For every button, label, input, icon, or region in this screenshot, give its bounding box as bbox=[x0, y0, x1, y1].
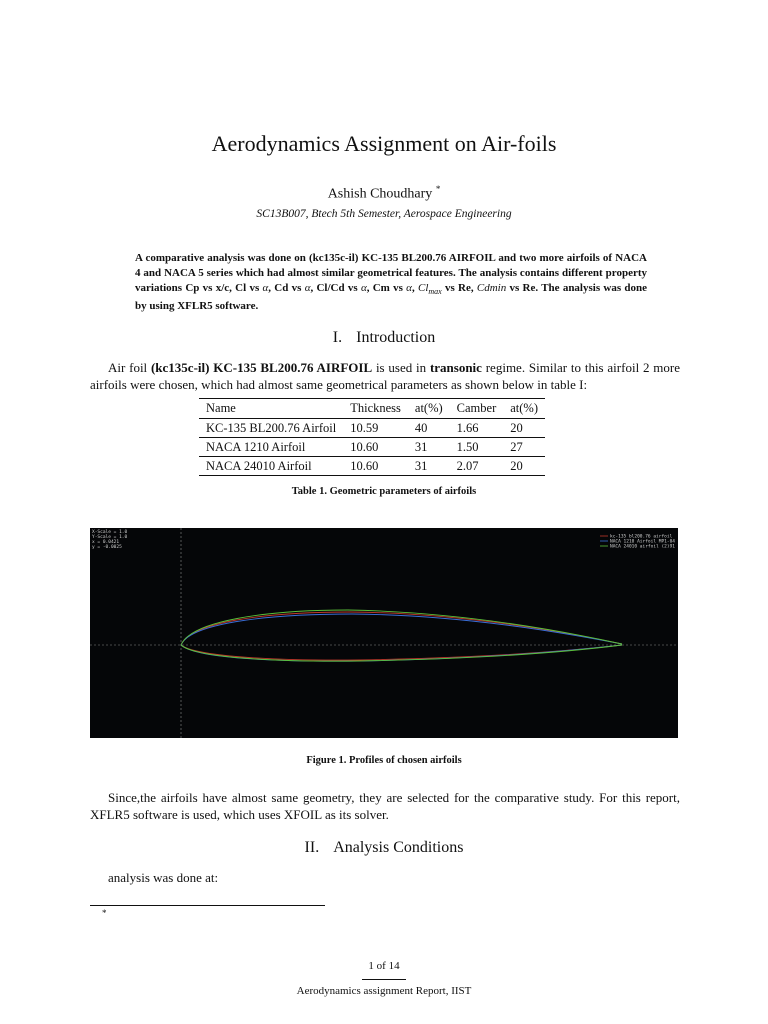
intro-bold-airfoil: (kc135c-il) KC-135 BL200.76 AIRFOIL bbox=[150, 360, 373, 375]
intro-bold-regime: transonic bbox=[429, 360, 482, 375]
page-number: 1 of 14 bbox=[368, 960, 400, 972]
table-header-cell: Camber bbox=[450, 399, 504, 419]
table-header-cell: at(%) bbox=[503, 399, 545, 419]
alpha-symbol: α bbox=[304, 282, 311, 294]
legend-entry: NACA 24010 airfoil (2)91 bbox=[610, 544, 676, 550]
section-number: I. bbox=[332, 329, 343, 346]
table-cell: 20 bbox=[503, 419, 545, 438]
abstract-text: , Cm vs bbox=[366, 282, 407, 294]
abstract-text: , Cd vs bbox=[268, 282, 305, 294]
table-header-row bbox=[199, 399, 545, 419]
table-cell: 10.60 bbox=[343, 438, 408, 457]
author-name: Ashish Choudhary bbox=[327, 186, 433, 202]
section-number: II. bbox=[304, 839, 320, 856]
section-title: Analysis Conditions bbox=[333, 839, 464, 856]
running-footer: Aerodynamics assignment Report, IIST bbox=[296, 985, 472, 997]
table-cell: NACA 1210 Airfoil bbox=[199, 438, 343, 457]
footnote-divider bbox=[90, 905, 325, 906]
table-cell: KC-135 BL200.76 Airfoil bbox=[199, 419, 343, 438]
legend-entry: NACA 1210 Airfoil MP1-04 bbox=[610, 539, 676, 545]
intro-text: regime. Similar to this airfoil 2 more airfoils were chosen, which had almost same geometrical parameters as shown below in table I: bbox=[90, 360, 680, 392]
analysis-text: analysis was done at: bbox=[108, 870, 219, 885]
table-header-cell: at(%) bbox=[408, 399, 450, 419]
table-cell: 31 bbox=[408, 438, 450, 457]
airfoil-lower-kc135 bbox=[181, 645, 622, 660]
section-heading-analysis-conditions bbox=[0, 839, 768, 857]
solver-paragraph bbox=[90, 789, 680, 823]
table-header-cell: Thickness bbox=[343, 399, 408, 419]
abstract-text: A comparative analysis was done on (kc135c-il) KC-135 BL200.76 AIRFOIL and two more airfoils of NACA 4 and NACA 5 series which had almost similar geometrical features. The analysis contains different property variations Cp vs x/c, Cl vs bbox=[135, 252, 647, 294]
table-cell: 1.50 bbox=[450, 438, 504, 457]
table-cell: 40 bbox=[408, 419, 450, 438]
table-row bbox=[199, 419, 545, 438]
table-cell: NACA 24010 Airfoil bbox=[199, 457, 343, 476]
page-number-divider bbox=[362, 979, 406, 980]
table-cell: 27 bbox=[503, 438, 545, 457]
table-cell: 10.59 bbox=[343, 419, 408, 438]
solver-text: Since,the airfoils have almost same geometry, they are selected for the comparative study. For this report, XFLR5 software is used, which uses XFOIL as its solver. bbox=[90, 790, 680, 822]
abstract bbox=[135, 251, 647, 314]
intro-text: Air foil bbox=[108, 360, 151, 375]
table-caption: Table 1. Geometric parameters of airfoils bbox=[291, 486, 477, 497]
alpha-symbol: α bbox=[406, 282, 412, 294]
abstract-text: , Cl/Cd vs bbox=[310, 282, 361, 294]
airfoil-plot-svg bbox=[90, 528, 678, 738]
plot-info-line: X-Scale = 1.0 bbox=[92, 530, 128, 535]
clmax-subscript: max bbox=[428, 287, 442, 297]
table-cell: 31 bbox=[408, 457, 450, 476]
table-header-cell: Name bbox=[199, 399, 343, 419]
table-row bbox=[199, 457, 545, 476]
plot-info-line: x = 0.0421 bbox=[92, 540, 120, 545]
table-cell: 1.66 bbox=[450, 419, 504, 438]
table-cell: 20 bbox=[503, 457, 545, 476]
figure-caption: Figure 1. Profiles of chosen airfoils bbox=[306, 755, 462, 766]
author-footnote-mark: * bbox=[435, 184, 441, 194]
alpha-symbol: α bbox=[360, 282, 367, 294]
section-title: Introduction bbox=[356, 329, 436, 346]
table-cell: 10.60 bbox=[343, 457, 408, 476]
footnote-mark: * bbox=[102, 908, 107, 918]
author-line bbox=[0, 184, 768, 203]
clmax-symbol: Cl bbox=[417, 282, 429, 294]
abstract-text: vs Re. The analysis was done by using XFLR5 software. bbox=[135, 282, 647, 313]
geometry-table bbox=[199, 398, 545, 476]
plot-info-line: Y-Scale = 1.0 bbox=[92, 535, 128, 540]
alpha-symbol: α bbox=[262, 282, 269, 294]
legend-entry: kc-135 bl200.76 airfoil bbox=[610, 534, 673, 540]
abstract-text: , bbox=[411, 282, 418, 294]
paper-title: Aerodynamics Assignment on Air-foils bbox=[211, 131, 557, 156]
intro-text: is used in bbox=[372, 360, 430, 375]
intro-paragraph bbox=[90, 359, 680, 393]
table-cell: 2.07 bbox=[450, 457, 504, 476]
plot-info-line: y = -0.0025 bbox=[92, 545, 122, 550]
analysis-paragraph bbox=[90, 869, 680, 886]
cdmin-symbol: Cdmin bbox=[476, 282, 507, 294]
affiliation: SC13B007, Btech 5th Semester, Aerospace Engineering bbox=[256, 208, 512, 220]
table-row bbox=[199, 438, 545, 457]
section-heading-introduction bbox=[0, 329, 768, 347]
airfoil-profile-figure bbox=[90, 528, 678, 738]
abstract-text: vs Re, bbox=[441, 282, 477, 294]
